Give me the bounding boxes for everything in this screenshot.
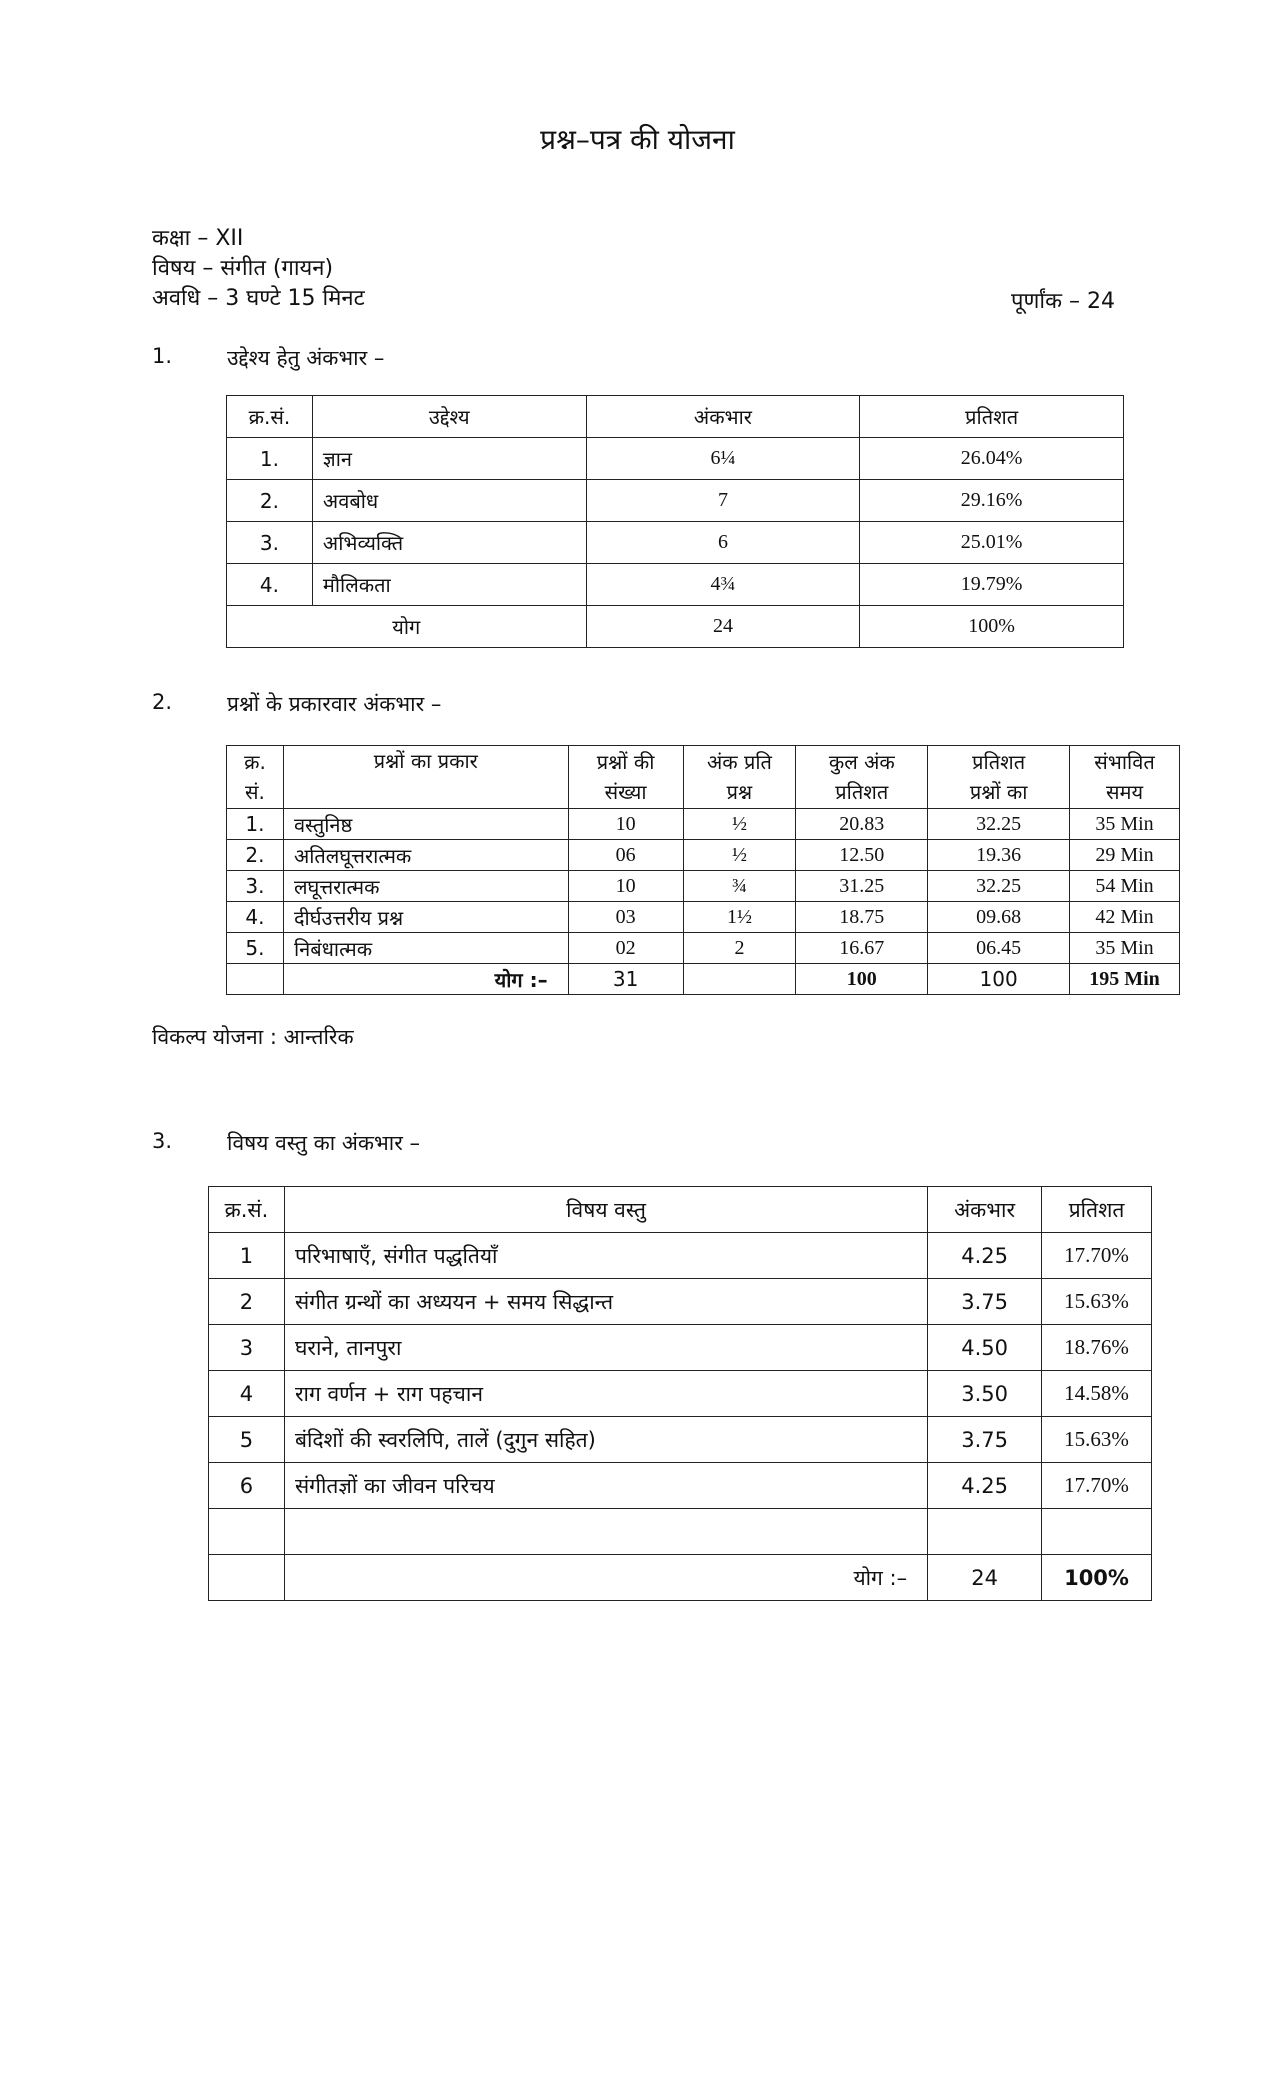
total-question-percent: 100 xyxy=(928,964,1070,995)
col-header: अंक प्रति प्रश्न xyxy=(683,746,796,809)
cell-content: संगीतज्ञों का जीवन परिचय xyxy=(284,1463,927,1509)
cell-percent: 15.63% xyxy=(1042,1417,1152,1463)
empty-cell xyxy=(209,1509,285,1555)
cell-marks-per-q: ½ xyxy=(683,840,796,871)
cell-type: निबंधात्मक xyxy=(283,933,568,964)
cell-content: परिभाषाएँ, संगीत पद्धतियाँ xyxy=(284,1233,927,1279)
section-number: 3. xyxy=(152,1129,173,1153)
cell-sno: 3. xyxy=(227,871,284,902)
col-header: क्र.सं. xyxy=(209,1187,285,1233)
total-time: 195 Min xyxy=(1070,964,1180,995)
table-row xyxy=(227,438,1124,480)
table-row xyxy=(227,840,1180,871)
col-header: कुल अंक प्रतिशत xyxy=(796,746,928,809)
cell-content: संगीत ग्रन्थों का अध्ययन + समय सिद्धान्त xyxy=(284,1279,927,1325)
cell-marks: 4.25 xyxy=(928,1463,1042,1509)
cell-marks: 3.75 xyxy=(928,1417,1042,1463)
cell-count: 03 xyxy=(568,902,683,933)
cell-sno: 4. xyxy=(227,564,313,606)
cell-content: बंदिशों की स्वरलिपि, तालें (दुगुन सहित) xyxy=(284,1417,927,1463)
empty-cell xyxy=(1042,1509,1152,1555)
cell-percent: 17.70% xyxy=(1042,1233,1152,1279)
cell-percent: 14.58% xyxy=(1042,1371,1152,1417)
table-header-row xyxy=(209,1187,1152,1233)
cell-time: 35 Min xyxy=(1070,933,1180,964)
col-header: प्रश्नों का प्रकार xyxy=(283,746,568,809)
duration-line: अवधि – 3 घण्टे 15 मिनट xyxy=(152,286,365,311)
col-header: प्रतिशत xyxy=(860,396,1124,438)
cell-type: अतिलघूत्तरात्मक xyxy=(283,840,568,871)
table-row xyxy=(227,871,1180,902)
col-header: प्रतिशत xyxy=(1042,1187,1152,1233)
cell-sno: 2. xyxy=(227,480,313,522)
table-row xyxy=(209,1371,1152,1417)
table-row xyxy=(227,933,1180,964)
cell-question-percent: 32.25 xyxy=(928,809,1070,840)
cell-percent: 15.63% xyxy=(1042,1279,1152,1325)
cell-marks: 6 xyxy=(586,522,860,564)
table-total-row xyxy=(227,606,1124,648)
cell-total-percent: 18.75 xyxy=(796,902,928,933)
table-header-row xyxy=(227,746,1180,809)
section-title: उद्देश्य हेतु अंकभार – xyxy=(227,346,385,370)
cell-sno: 2. xyxy=(227,840,284,871)
cell-question-percent: 32.25 xyxy=(928,871,1070,902)
cell-type: वस्तुनिष्ठ xyxy=(283,809,568,840)
total-marks: 24 xyxy=(586,606,860,648)
table-row xyxy=(209,1279,1152,1325)
table-header-row xyxy=(227,396,1124,438)
total-percent: 100% xyxy=(1042,1555,1152,1601)
table-row xyxy=(227,522,1124,564)
cell-count: 10 xyxy=(568,871,683,902)
section-title: विषय वस्तु का अंकभार – xyxy=(227,1131,420,1155)
cell-marks: 3.50 xyxy=(928,1371,1042,1417)
cell-sno: 2 xyxy=(209,1279,285,1325)
cell-sno: 3. xyxy=(227,522,313,564)
cell-type: दीर्घउत्तरीय प्रश्न xyxy=(283,902,568,933)
empty-cell xyxy=(227,964,284,995)
cell-sno: 1 xyxy=(209,1233,285,1279)
cell-marks: 4¾ xyxy=(586,564,860,606)
cell-count: 10 xyxy=(568,809,683,840)
col-header: संभावित समय xyxy=(1070,746,1180,809)
col-header: प्रतिशत प्रश्नों का xyxy=(928,746,1070,809)
col-header: क्र. सं. xyxy=(227,746,284,809)
cell-marks-per-q: 1½ xyxy=(683,902,796,933)
empty-cell xyxy=(928,1509,1042,1555)
total-label: योग xyxy=(227,606,587,648)
cell-total-percent: 12.50 xyxy=(796,840,928,871)
table-row xyxy=(209,1463,1152,1509)
total-percent: 100 xyxy=(796,964,928,995)
cell-time: 54 Min xyxy=(1070,871,1180,902)
cell-objective: मौलिकता xyxy=(312,564,586,606)
cell-marks: 4.25 xyxy=(928,1233,1042,1279)
cell-percent: 26.04% xyxy=(860,438,1124,480)
col-header: क्र.सं. xyxy=(227,396,313,438)
cell-percent: 19.79% xyxy=(860,564,1124,606)
cell-percent: 18.76% xyxy=(1042,1325,1152,1371)
table-total-row xyxy=(227,964,1180,995)
cell-marks-per-q: 2 xyxy=(683,933,796,964)
total-count: 31 xyxy=(568,964,683,995)
cell-sno: 1. xyxy=(227,809,284,840)
cell-objective: अभिव्यक्ति xyxy=(312,522,586,564)
cell-count: 06 xyxy=(568,840,683,871)
cell-question-percent: 19.36 xyxy=(928,840,1070,871)
section-number: 1. xyxy=(152,344,173,368)
subject-line: विषय – संगीत (गायन) xyxy=(152,256,334,281)
col-header: उद्देश्य xyxy=(312,396,586,438)
total-label: योग :– xyxy=(283,964,568,995)
col-header: विषय वस्तु xyxy=(284,1187,927,1233)
page-title: प्रश्न–पत्र की योजना xyxy=(540,123,735,156)
table-row xyxy=(227,902,1180,933)
cell-marks-per-q: ½ xyxy=(683,809,796,840)
cell-sno: 6 xyxy=(209,1463,285,1509)
total-label: योग :– xyxy=(284,1555,927,1601)
cell-time: 42 Min xyxy=(1070,902,1180,933)
cell-marks-per-q: ¾ xyxy=(683,871,796,902)
cell-objective: ज्ञान xyxy=(312,438,586,480)
cell-sno: 1. xyxy=(227,438,313,480)
table-row xyxy=(227,480,1124,522)
cell-marks: 7 xyxy=(586,480,860,522)
cell-percent: 25.01% xyxy=(860,522,1124,564)
section-title: प्रश्नों के प्रकारवार अंकभार – xyxy=(227,692,442,716)
col-header: अंकभार xyxy=(586,396,860,438)
cell-marks: 3.75 xyxy=(928,1279,1042,1325)
col-header: अंकभार xyxy=(928,1187,1042,1233)
cell-marks: 4.50 xyxy=(928,1325,1042,1371)
question-type-weightage-table xyxy=(226,745,1180,995)
objective-weightage-table xyxy=(226,395,1124,648)
cell-sno: 4 xyxy=(209,1371,285,1417)
cell-time: 29 Min xyxy=(1070,840,1180,871)
class-line: कक्षा – XII xyxy=(152,226,244,251)
cell-total-percent: 20.83 xyxy=(796,809,928,840)
table-row xyxy=(227,564,1124,606)
table-row xyxy=(209,1417,1152,1463)
total-marks-per-q xyxy=(683,964,796,995)
cell-sno: 4. xyxy=(227,902,284,933)
empty-cell xyxy=(284,1509,927,1555)
cell-time: 35 Min xyxy=(1070,809,1180,840)
cell-sno: 3 xyxy=(209,1325,285,1371)
cell-percent: 29.16% xyxy=(860,480,1124,522)
cell-total-percent: 16.67 xyxy=(796,933,928,964)
cell-marks: 6¼ xyxy=(586,438,860,480)
cell-question-percent: 09.68 xyxy=(928,902,1070,933)
empty-cell xyxy=(209,1555,285,1601)
table-row xyxy=(209,1233,1152,1279)
total-percent: 100% xyxy=(860,606,1124,648)
table-row xyxy=(209,1325,1152,1371)
col-header: प्रश्नों की संख्या xyxy=(568,746,683,809)
total-marks: 24 xyxy=(928,1555,1042,1601)
cell-percent: 17.70% xyxy=(1042,1463,1152,1509)
option-plan: विकल्प योजना : आन्तरिक xyxy=(152,1025,354,1049)
cell-count: 02 xyxy=(568,933,683,964)
cell-sno: 5 xyxy=(209,1417,285,1463)
cell-type: लघूत्तरात्मक xyxy=(283,871,568,902)
table-row xyxy=(227,809,1180,840)
cell-total-percent: 31.25 xyxy=(796,871,928,902)
empty-row xyxy=(209,1509,1152,1555)
cell-sno: 5. xyxy=(227,933,284,964)
section-number: 2. xyxy=(152,690,173,714)
table-total-row xyxy=(209,1555,1152,1601)
cell-question-percent: 06.45 xyxy=(928,933,1070,964)
cell-content: राग वर्णन + राग पहचान xyxy=(284,1371,927,1417)
cell-objective: अवबोध xyxy=(312,480,586,522)
full-marks-line: पूर्णांक – 24 xyxy=(1011,289,1115,314)
content-weightage-table xyxy=(208,1186,1152,1601)
cell-content: घराने, तानपुरा xyxy=(284,1325,927,1371)
